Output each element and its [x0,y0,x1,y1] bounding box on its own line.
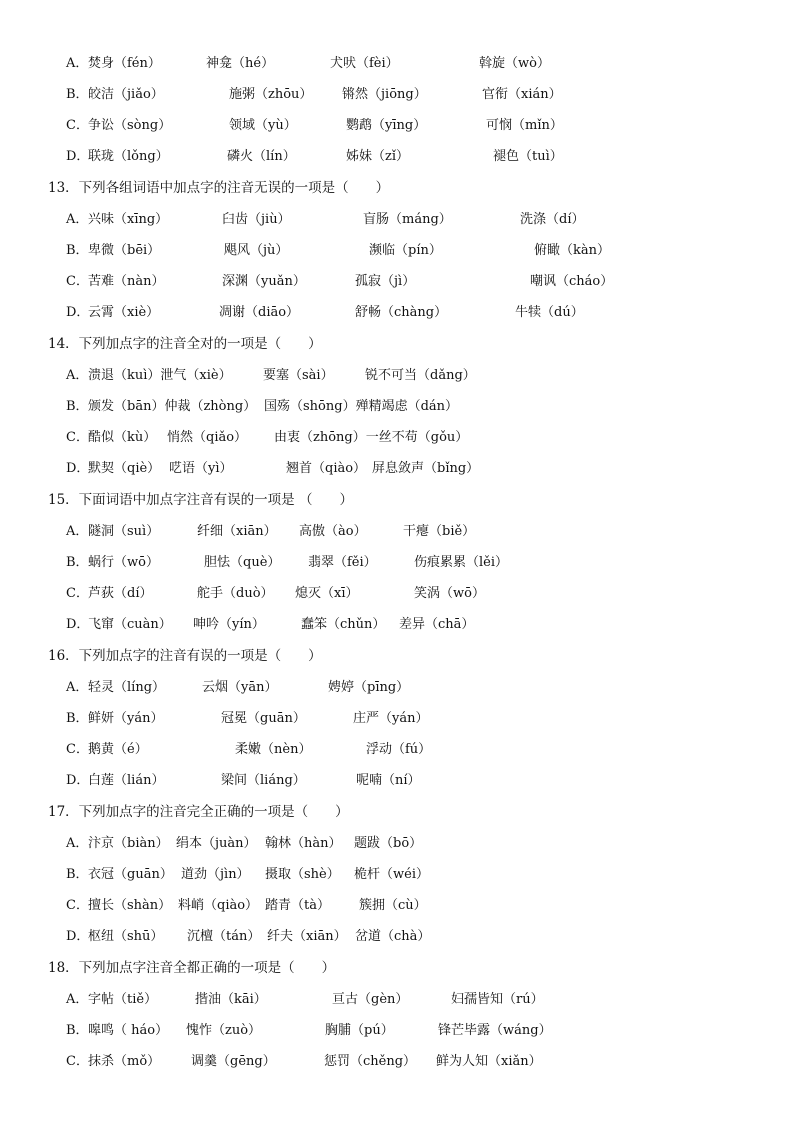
option-item: 柔嫩（nèn） [235,742,312,757]
option-item: 干瘪（biě） [403,524,476,539]
option-item: 题跋（bō） [354,836,423,851]
option-item: 浮动（fú） [366,742,432,757]
option-item: 兴味（xīng） [88,212,169,227]
option-item: 冠冕（guān） [221,711,306,726]
option-item: 翡翠（fěi） [308,555,377,570]
option-item: 皎洁（jiǎo） [88,87,164,102]
option-item: 绢本（juàn） [176,836,257,851]
option-item: 呢喃（ní） [356,773,421,788]
option-item: 飞窜（cuàn） [88,617,172,632]
option-item: 舒畅（chàng） [355,305,448,320]
option-item: 蜗行（wō） [88,555,159,570]
option-item: 差异（chā） [399,617,475,632]
option-item: 调羹（gēng） [191,1054,276,1069]
option-item: 悄然（qiǎo） [167,430,248,445]
option-item: 翰林（hàn） [265,836,342,851]
option-item: 磷火（lín） [227,149,296,164]
option-item: 惩罚（chěng） [324,1054,417,1069]
option-item: 联珑（lǒng） [88,149,169,164]
option-item: 云霄（xiè） [88,305,160,320]
option-item: 蠢笨（chǔn） [301,617,386,632]
option-item: 由衷（zhōng）一丝不苟（gǒu） [274,430,469,445]
option-item: 衣冠（guān） [88,867,173,882]
option-item: 伤痕累累（lěi） [414,555,509,570]
option-item: 锵然（jiōng） [342,87,427,102]
option-item: 施粥（zhōu） [229,87,313,102]
option-item: 轻灵（líng） [88,680,166,695]
option-item: 鹦鹉（yīng） [346,118,427,133]
option-item: 簇拥（cù） [359,898,427,913]
option-item: 神龛（hé） [206,56,275,71]
option-item: 亘古（gèn） [332,992,409,1007]
option-item: 高傲（ào） [299,524,367,539]
option-item: 褪色（tuì） [493,149,563,164]
option-item: 濒临（pín） [369,243,442,258]
option-item: 芦荻（dí） [88,586,153,601]
option-item: 酷似（kù） [88,430,157,445]
option-item: 苦难（nàn） [88,274,165,289]
option-item: 妇孺皆知（rú） [451,992,544,1007]
question-15-stem: 15．下面词语中加点字注音有误的一项是 （ ） [48,492,353,508]
question-17-stem: 17．下列加点字的注音完全正确的一项是（ ） [48,804,349,820]
question-16-stem: 16．下列加点字的注音有误的一项是（ ） [48,648,322,664]
option-item: 揩油（kāi） [195,992,267,1007]
option-item: 桅杆（wéi） [354,867,429,882]
option-item: 盲肠（máng） [363,212,452,227]
option-item: 舵手（duò） [197,586,274,601]
option-item: 锐不可当（dǎng） [365,368,476,383]
option-item: 溃退（kuì）泄气（xiè） [88,368,232,383]
option-item: 字帖（tiě） [88,992,158,1007]
option-item: 嗥鸣（ háo） [88,1023,169,1038]
option-item: 姊妹（zǐ） [346,149,410,164]
question-18-stem: 18．下列加点字注音全都正确的一项是（ ） [48,960,336,976]
option-item: 屏息敛声（bǐng） [372,461,480,476]
option-item: 道劲（jìn） [181,867,250,882]
option-item: 默契（qiè） [88,461,161,476]
option-item: 呻吟（yín） [193,617,265,632]
option-item: 锋芒毕露（wáng） [438,1023,552,1038]
option-item: 笑涡（wō） [414,586,485,601]
option-item: 可悯（mǐn） [486,118,563,133]
option-item: 深渊（yuǎn） [222,274,306,289]
option-item: 要塞（sài） [263,368,334,383]
option-item: 梁间（liáng） [221,773,306,788]
option-item: 摄取（shè） [265,867,340,882]
option-item: 沉檀（tán） [187,929,261,944]
option-item: 娉婷（pīng） [328,680,410,695]
option-item: 翘首（qiào） [286,461,367,476]
option-item: 焚身（fén） [88,56,161,71]
question-14-stem: 14．下列加点字的注音全对的一项是（ ） [48,336,322,352]
option-item: 嘲讽（cháo） [530,274,614,289]
option-item: 官衔（xián） [482,87,562,102]
option-item: 犬吠（fèi） [330,56,399,71]
option-item: 汴京（biàn） [88,836,169,851]
option-item: 呓语（yì） [169,461,233,476]
option-item: 洗涤（dí） [520,212,585,227]
option-item: 卑微（bēi） [88,243,161,258]
option-item: 抹杀（mǒ） [88,1054,161,1069]
option-item: 愧怍（zuò） [186,1023,262,1038]
option-item: 争讼（sòng） [88,118,172,133]
question-13-stem: 13．下列各组词语中加点字的注音无误的一项是（ ） [48,180,390,196]
option-item: 纤细（xiān） [197,524,277,539]
option-item: 隧洞（suì） [88,524,160,539]
option-item: 臼齿（jiù） [222,212,291,227]
option-item: 孤寂（jì） [355,274,416,289]
exam-page: A． 焚身（fén） 神龛（hé） 犬吠（fèi） 斡旋（wò） B． 皎洁（jiǎo） 施粥（zhōu） 锵然（jiōng） 官衔（xián） C． 争讼（sòng） 领域（yù） 鹦鹉（yīng） 可悯（mǐn） D． 联珑（lǒng） 磷火（lín） 姊妹（zǐ） 褪色（tuì） 13．下列各组词语中加点字的注音无误的一项是（ ） A． 兴味（xīng） 臼齿（jiù） 盲肠（máng） 洗涤（dí） B． 卑微（bēi） 飓风（jù） 濒临（pín） 俯瞰（kàn） C． 苦难（nàn） 深渊（yuǎn） 孤寂（jì） 嘲讽（cháo） D． 云霄（xiè） 凋谢（diāo） 舒畅（chàng） 牛犊（dú） 14．下列加点字的注音全对的一项是（ ） A． 溃退（kuì）泄气（xiè） 要塞（sài） 锐不可当（dǎng） B． 颁发（bān）仲裁（zhòng） 国殇（shōng）殚精竭虑（dán） C． 酷似（kù） 悄然（qiǎo） 由衷（zhōng）一丝不苟（gǒu） D． 默契（qiè） 呓语（yì） 翘首（qiào） 屏息敛声（bǐng） 15．下面词语中加点字注音有误的一项是 （ ） A． 隧洞（suì） 纤细（xiān） 高傲（ào） 干瘪（biě） B． 蜗行（wō） 胆怯（què） 翡翠（fěi） 伤痕累累（lěi） C． 芦荻（dí） 舵手（duò） 熄灭（xī） 笑涡（wō） D． 飞窜（cuàn） 呻吟（yín） 蠢笨（chǔn） 差异（chā） 16．下列加点字的注音有误的一项是（ ） A． 轻灵（líng） 云烟（yān） 娉婷（pīng） B． 鲜妍（yán） 冠冕（guān） 庄严（yán） C． 鹅黄（é） 柔嫩（nèn） 浮动（fú） D． 白莲（lián） 梁间（liáng） 呢喃（ní） 17．下列加点字的注音完全正确的一项是（ ） A． 汴京（biàn） 绢本（juàn） 翰林（hàn） 题跋（bō） B． 衣冠（guān） 道劲（jìn） 摄取（shè） 桅杆（wéi） C． 擅长（shàn） 料峭（qiào） 踏青（tà） 簇拥（cù） D． 枢纽（shū） 沉檀（tán） 纤夫（xiān） 岔道（chà） 18．下列加点字注音全都正确的一项是（ ） A． 字帖（tiě） 揩油（kāi） 亘古（gèn） 妇孺皆知（rú） B． 嗥鸣（ háo） 愧怍（zuò） 胸脯（pú） 锋芒毕露（wáng） C． 抹杀（mǒ） 调羹（gēng） 惩罚（chěng） 鲜为人知（xiǎn） [0,0,794,1123]
option-item: 颁发（bān）仲裁（zhòng） [88,399,257,414]
option-item: 纤夫（xiān） [267,929,347,944]
option-item: 凋谢（diāo） [219,305,300,320]
option-item: 飓风（jù） [224,243,289,258]
option-item: 料峭（qiào） [178,898,259,913]
option-item: 擅长（shàn） [88,898,172,913]
option-item: 枢纽（shū） [88,929,164,944]
option-item: 斡旋（wò） [479,56,550,71]
option-item: 鲜妍（yán） [88,711,164,726]
option-item: 胆怯（què） [204,555,281,570]
option-item: 鹅黄（é） [88,742,148,757]
option-item: 胸脯（pú） [325,1023,394,1038]
option-item: 熄灭（xī） [295,586,359,601]
option-item: 牛犊（dú） [515,305,584,320]
option-item: 岔道（chà） [355,929,431,944]
option-item: 踏青（tà） [265,898,330,913]
option-item: 领域（yù） [229,118,297,133]
option-item: 云烟（yān） [202,680,278,695]
option-item: 俯瞰（kàn） [534,243,611,258]
option-item: 白莲（lián） [88,773,165,788]
option-item: 庄严（yán） [353,711,429,726]
option-item: 鲜为人知（xiǎn） [436,1054,542,1069]
option-item: 国殇（shōng）殚精竭虑（dán） [264,399,459,414]
